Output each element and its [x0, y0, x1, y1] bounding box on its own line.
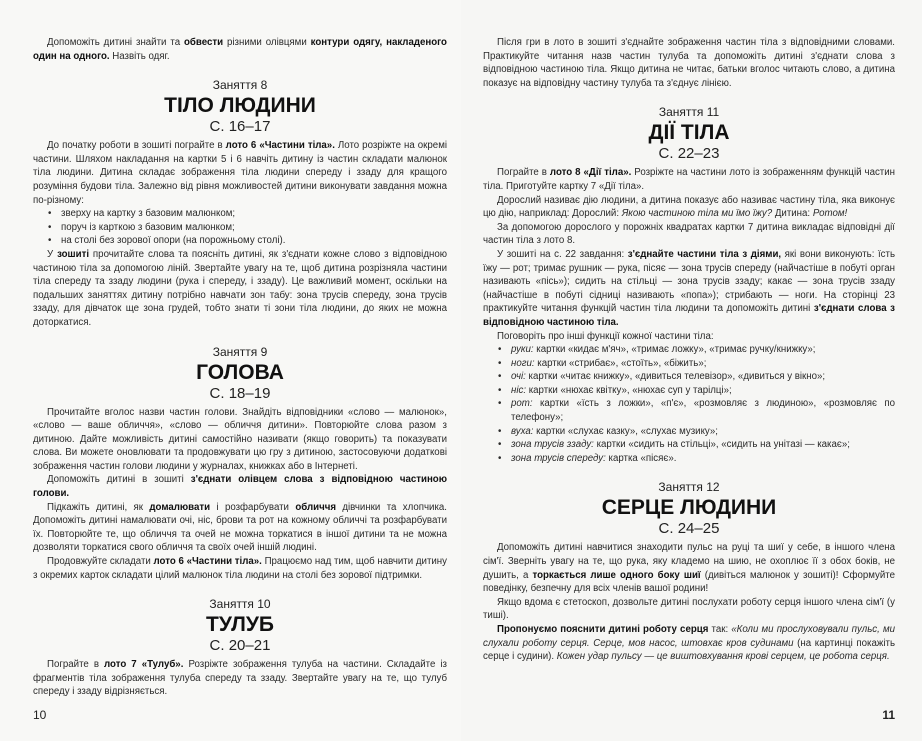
bold-text: домалювати — [149, 501, 211, 513]
lesson-10-body — [33, 658, 447, 699]
spacer — [33, 699, 447, 707]
paragraph — [33, 36, 447, 63]
page-number: 10 — [33, 708, 47, 722]
lesson-pages: С. 24–25 — [658, 520, 720, 538]
italic-text: рот: — [511, 398, 533, 410]
italic-text: ноги: — [511, 357, 535, 369]
lesson-11-heading — [483, 104, 895, 163]
paragraph — [483, 596, 895, 623]
list-item — [511, 452, 895, 466]
text-run: Розріжте на частини лото із зображенням функцій частин тіла. Приготуйте картку 7 «Дії тіла». — [483, 167, 895, 192]
list-item — [511, 397, 895, 424]
lesson-9-heading — [33, 344, 447, 403]
list-item — [511, 384, 895, 398]
paragraph — [483, 623, 895, 664]
lesson-8-heading — [33, 77, 447, 136]
text-run: Продовжуйте складати — [47, 556, 154, 568]
text-run: Якщо вдома є стетоскоп, дозвольте дитині послухати роботу серця іншого члена сім'ї (у тиші). — [483, 596, 895, 622]
lesson-12-body — [483, 541, 895, 663]
paragraph — [483, 248, 895, 330]
paragraph — [33, 501, 447, 555]
text-run: і розфарбувати — [210, 501, 296, 513]
text-run: картки «стрибає», «стоїть», «біжить»; — [534, 357, 707, 369]
spacer — [483, 664, 895, 707]
bold-text: торкається лише одного боку шиї — [532, 569, 701, 581]
text-run: До початку роботи в зошиті пограйте в — [47, 140, 226, 152]
paragraph — [483, 194, 895, 221]
paragraph — [483, 330, 895, 344]
list-item: • поруч із карткою з базовим малюнком; — [61, 221, 447, 235]
text-run: картки «їсть з ложки», «п'є», «розмовляє з людиною», «розмовляє по телефону»; — [511, 398, 895, 424]
text-run: Після гри в лото в зошиті з'єднайте зображення частин тіла з відповідними словами. Практикуйте читання назв частин тулуба та допоможіть дитині з'єднати слова з відповідною частиною тіла. Якщо дитина не читає, батьки вголос читають слово, а дитина показує на відповідну частину тулуба та з'єднує лінією. — [483, 37, 895, 89]
text-run: картки «слухає казку», «слухає музику»; — [533, 425, 718, 437]
text-run: різними олівцями — [223, 37, 311, 48]
text-run: У зошиті на с. 22 завдання: — [497, 248, 628, 260]
text-run: Допоможіть дитині в зошиті — [47, 474, 191, 486]
text-run: картки «читає книжку», «дивиться телевізор», «дивиться у вікно»; — [525, 371, 826, 383]
paragraphs — [483, 166, 895, 343]
italic-text: Кожен удар пульсу — це виштовхування крові серцем, це робота серця. — [556, 651, 890, 663]
paragraph — [33, 406, 447, 474]
text-run: картки «кидає м'яч», «тримає ложку», «тримає ручку/книжку»; — [533, 344, 816, 356]
list-item: • на столі без зорової опори (на порожньому столі). — [61, 234, 447, 248]
text-run: Прочитайте вголос назви частин голови. Знайдіть відповідники «слово — малюнок», «слово — ваше обличчя», «слово — обличчя дитини». Повторюйте слова разом з дитиною. Дайте можливість дитині самостійно називати (якщо говорить) та показувати слова. Ви можете оновлювати та продовжувати цю гру з дитиною, застосовуючи додаткові зображення частин голови людини у журналах, книжках або в Інтернеті. — [33, 406, 447, 472]
italic-text: вуха: — [511, 425, 534, 437]
text-run: картка «пісяє». — [605, 452, 677, 464]
lesson-pages: С. 16–17 — [209, 118, 271, 136]
text-run: Пограйте в — [47, 659, 105, 671]
lesson-number: Заняття 11 — [658, 105, 720, 120]
bold-text: лото 8 «Дії тіла». — [549, 167, 632, 179]
lesson-number: Заняття 10 — [209, 597, 271, 612]
text-run: Пограйте в — [497, 167, 550, 179]
paragraph — [483, 166, 895, 193]
bullet-list — [483, 343, 895, 465]
italic-text: зона трусів ззаду: — [511, 439, 594, 451]
italic-text: «Коли ми прослуховували пульс, ми слухали роботу серця. Серце, мов насос, штовхає кров судинами — [483, 624, 895, 649]
lesson-number: Заняття 8 — [212, 78, 268, 93]
lesson-10-heading — [33, 596, 447, 655]
lesson-pages: С. 20–21 — [209, 637, 271, 655]
text-run: У — [47, 248, 58, 260]
text-run: (на картинці покажіть серце і судини). — [483, 637, 895, 663]
paragraph — [33, 248, 447, 330]
list-item — [511, 357, 895, 371]
list-item: • зверху на картку з базовим малюнком; — [61, 207, 447, 221]
bold-text: з'єднати олівцем слова з відповідною частиною голови. — [33, 474, 447, 500]
text-run: Розріжте зображення тулуба на частини. Складайте із фрагментів тіла зображення тулуба спереду та ззаду. Звертайте увагу на те, що тулуб спереду і ззаду відрізняється. — [33, 659, 447, 698]
text-run: Поговоріть про інші функції кожної частини тіла: — [497, 330, 714, 342]
paragraph — [483, 36, 895, 90]
list-item — [511, 370, 895, 384]
lesson-title: ДІЇ ТІЛА — [648, 121, 730, 145]
text-run: За допомогою дорослого у порожніх квадратах картки 7 дитина викладає відповідні дії частин тіла з лото 8. — [483, 221, 895, 247]
paragraph — [483, 541, 895, 595]
list-item — [511, 343, 895, 357]
intro-text — [33, 36, 447, 63]
lesson-title: ТІЛО ЛЮДИНИ — [164, 94, 316, 118]
text-run: картки «нюхає квітку», «нюхає суп у тарілці»; — [526, 384, 732, 396]
bold-text: Пропонуємо пояснити дитині роботу серця — [497, 624, 709, 635]
bold-text: з'єднати слова з відповідною частиною тіла. — [483, 303, 895, 328]
text-run: Дорослий називає дію людини, а дитина показує або називає частину тіла, яка виконує цю дію, наприклад: Дорослий: — [483, 194, 895, 220]
lesson-title: СЕРЦЕ ЛЮДИНИ — [601, 496, 777, 520]
paragraph — [483, 221, 895, 248]
page-number: 11 — [882, 708, 895, 722]
text-run: так: — [708, 624, 732, 635]
italic-text: зона трусів спереду: — [511, 452, 606, 464]
text-run: Допоможіть дитині навчитися знаходити пульс на руці та шиї у себе, в іншого члена сім'ї. Зверніть увагу на те, що рука, яку кладемо на шию, не охоплює її з обох боків, не душить, а — [483, 542, 895, 581]
italic-text: Якою частиною тіла ми їмо їжу? — [621, 208, 773, 220]
bold-text: лото 7 «Тулуб». — [104, 659, 184, 671]
text-run: Дитина: — [772, 208, 813, 220]
text-run: дівчинки та хлопчика. Допоможіть дитині намалювати очі, ніс, брови та рот на кожному обличчі та розфарбувати їх. Повторюйте те, що обличчя та очей не можна торкатися в іншої дитини та не можна дозволяти торкатися свого обличчя та своїх очей іншій людині. — [33, 501, 447, 554]
paragraph — [33, 555, 447, 582]
lesson-title: ГОЛОВА — [196, 360, 284, 384]
bold-text: обвести — [184, 37, 224, 48]
text-run: які вони виконують: їсть їжу — рот; тримає рушник — рука, пісяє — зона трусів спереду (найчастіше в побуті орган називають «пісь»); сидить на стільці — зона трусів ззаду; какає — зона трусів ззаду (найчастіше в побуті сідниці називають «попа»); стрибають — ноги. На сторінці 23 практикуйте читання функцій частин тіла людини та допоможіть дитині — [483, 248, 896, 315]
lesson-9-body — [33, 406, 447, 583]
lesson-pages: С. 22–23 — [658, 145, 720, 163]
paragraph — [33, 139, 447, 207]
bold-text: зошиті — [57, 248, 90, 260]
lesson-8-body — [33, 139, 447, 329]
text-run: Лото розріжте на окремі частини. Шляхом накладання на картки 5 і 6 навчіть дитину із частин складати малюнок тіла людини. Дитина складає зображення тіла людини спереду і ззаду для кращого розуміння будови тіла. Залежно від рівня можливостей дитини виконувати завдання можна по-різному: — [33, 140, 448, 206]
lesson-number: Заняття 12 — [658, 480, 720, 495]
text-run: Працюємо над тим, щоб навчити дитину з окремих карток складати цілий малюнок тіла людини на столі без зорової підтримки. — [33, 556, 447, 581]
italic-text: руки: — [511, 344, 534, 356]
lesson-number: Заняття 9 — [212, 344, 268, 359]
text-run: (дивіться малюнок у зошиті)! Сформуйте поведінку, безпечну для всіх членів вашої родини! — [483, 569, 895, 595]
text-run: картки «сидить на стільці», «сидить на унітазі — какає»; — [593, 439, 850, 451]
lesson-pages: С. 18–19 — [209, 384, 271, 402]
text-run: прочитайте слова та поясніть дитині, як з'єднати кожне слово з відповідною частиною тіла за допомогою ліній. Звертайте увагу на те, щоб дитина розрізняла частини тіла спереду та ззаду людини (рука і спереду, і ззаду). Це важливий момент, оскільки на подальших заняттях дитину потрібно навчати зон табу: зона трусів спереду, зона трусів ззаду, для дівчаток ще зона грудей, тобто знати ті зони тіла людини, до яких не можна доторкатися. — [33, 248, 447, 328]
paragraph — [33, 473, 447, 500]
bold-text: контури одягу, накладеного один на одного. — [33, 37, 447, 62]
text-run: Підкажіть дитині, як — [47, 501, 150, 513]
italic-text: ніс: — [511, 384, 527, 396]
italic-text: очі: — [511, 371, 526, 383]
right-page — [461, 0, 922, 741]
intro-text — [483, 36, 895, 90]
bold-text: лото 6 «Частини тіла». — [153, 556, 262, 568]
text-run: Допоможіть дитині знайти та — [47, 37, 185, 48]
lesson-title: ТУЛУБ — [206, 613, 274, 637]
bold-text: лото 6 «Частини тіла». — [225, 140, 335, 152]
italic-text: Ротом! — [812, 208, 848, 220]
bold-text: з'єднайте частини тіла з діями, — [627, 248, 782, 260]
paragraph — [33, 658, 447, 699]
list-item — [511, 425, 895, 439]
lesson-11-body — [483, 166, 895, 465]
text-run: Назвіть одяг. — [109, 50, 170, 62]
lesson-12-heading — [483, 479, 895, 538]
bullet-list — [33, 207, 447, 248]
list-item — [511, 438, 895, 452]
bold-text: обличчя — [295, 501, 336, 513]
